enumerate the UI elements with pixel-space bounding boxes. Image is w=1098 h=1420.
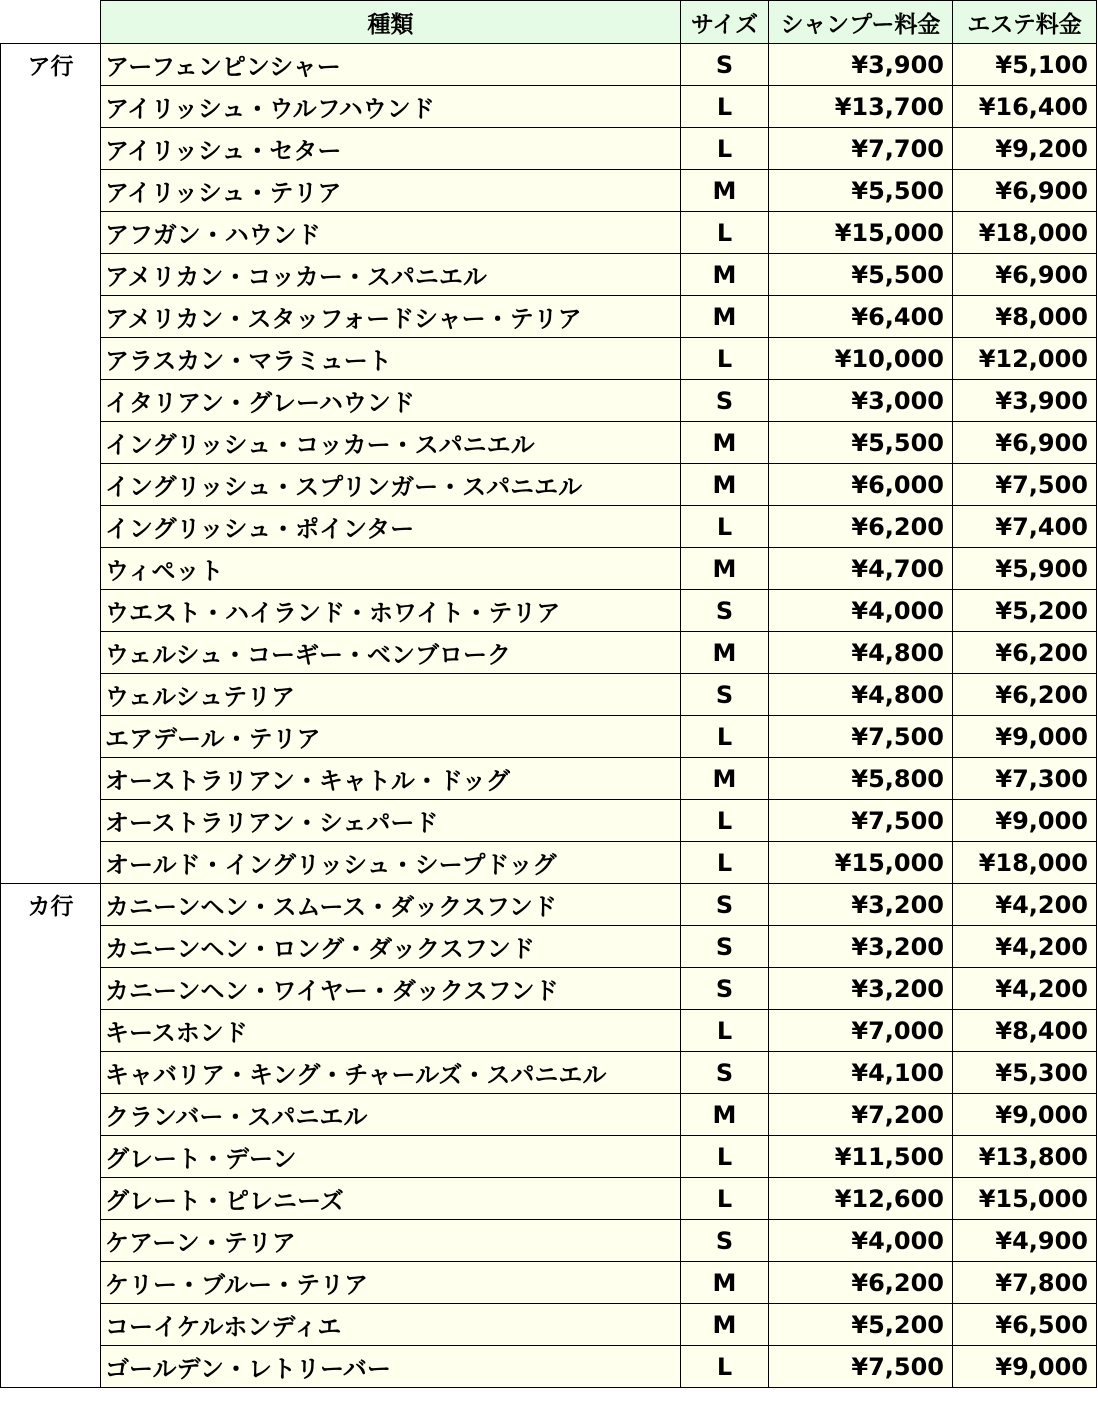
esthe-price-cell: ¥9,000 xyxy=(953,800,1097,842)
breed-name-cell: カニーンヘン・ロング・ダックスフンド xyxy=(101,926,681,968)
shampoo-price-cell: ¥7,000 xyxy=(769,1010,953,1052)
table-row xyxy=(1,1304,1097,1346)
table-row xyxy=(1,800,1097,842)
esthe-price-cell: ¥15,000 xyxy=(953,1178,1097,1220)
esthe-price-cell: ¥5,200 xyxy=(953,590,1097,632)
size-cell: S xyxy=(681,380,769,422)
table-row xyxy=(1,1346,1097,1388)
table-row xyxy=(1,842,1097,884)
group-cell xyxy=(1,800,101,842)
group-cell xyxy=(1,212,101,254)
breed-name-cell: イングリッシュ・コッカー・スパニエル xyxy=(101,422,681,464)
size-cell: M xyxy=(681,254,769,296)
size-cell: M xyxy=(681,422,769,464)
size-cell: M xyxy=(681,632,769,674)
breed-name-cell: エアデール・テリア xyxy=(101,716,681,758)
size-cell: L xyxy=(681,800,769,842)
shampoo-price-cell: ¥7,500 xyxy=(769,1346,953,1388)
esthe-price-cell: ¥12,000 xyxy=(953,338,1097,380)
shampoo-price-cell: ¥11,500 xyxy=(769,1136,953,1178)
table-row xyxy=(1,632,1097,674)
breed-name-cell: ウェルシュテリア xyxy=(101,674,681,716)
esthe-price-cell: ¥6,900 xyxy=(953,254,1097,296)
group-cell xyxy=(1,1052,101,1094)
size-cell: M xyxy=(681,170,769,212)
header-group-blank xyxy=(1,1,101,44)
breed-name-cell: ケアーン・テリア xyxy=(101,1220,681,1262)
esthe-price-cell: ¥6,200 xyxy=(953,632,1097,674)
size-cell: M xyxy=(681,758,769,800)
group-cell xyxy=(1,506,101,548)
size-cell: L xyxy=(681,338,769,380)
shampoo-price-cell: ¥5,500 xyxy=(769,422,953,464)
breed-name-cell: グレート・ピレニーズ xyxy=(101,1178,681,1220)
shampoo-price-cell: ¥5,500 xyxy=(769,170,953,212)
breed-name-cell: アーフェンピンシャー xyxy=(101,44,681,86)
breed-name-cell: ウィペット xyxy=(101,548,681,590)
group-cell xyxy=(1,464,101,506)
breed-name-cell: アイリッシュ・セター xyxy=(101,128,681,170)
esthe-price-cell: ¥5,900 xyxy=(953,548,1097,590)
size-cell: M xyxy=(681,1304,769,1346)
group-cell xyxy=(1,1304,101,1346)
esthe-price-cell: ¥8,400 xyxy=(953,1010,1097,1052)
size-cell: M xyxy=(681,296,769,338)
table-row xyxy=(1,1094,1097,1136)
shampoo-price-cell: ¥6,200 xyxy=(769,1262,953,1304)
shampoo-price-cell: ¥3,200 xyxy=(769,968,953,1010)
table-row xyxy=(1,1178,1097,1220)
table-row xyxy=(1,212,1097,254)
shampoo-price-cell: ¥5,500 xyxy=(769,254,953,296)
breed-name-cell: アメリカン・スタッフォードシャー・テリア xyxy=(101,296,681,338)
shampoo-price-cell: ¥3,200 xyxy=(769,926,953,968)
table-row xyxy=(1,254,1097,296)
group-cell xyxy=(1,590,101,632)
table-row xyxy=(1,590,1097,632)
breed-name-cell: イングリッシュ・ポインター xyxy=(101,506,681,548)
group-cell xyxy=(1,380,101,422)
group-cell xyxy=(1,254,101,296)
esthe-price-cell: ¥4,200 xyxy=(953,926,1097,968)
breed-name-cell: オーストラリアン・シェパード xyxy=(101,800,681,842)
esthe-price-cell: ¥9,000 xyxy=(953,1094,1097,1136)
header-esthe-price: エステ料金 xyxy=(953,1,1097,44)
shampoo-price-cell: ¥7,500 xyxy=(769,800,953,842)
size-cell: L xyxy=(681,128,769,170)
shampoo-price-cell: ¥12,600 xyxy=(769,1178,953,1220)
breed-name-cell: クランバー・スパニエル xyxy=(101,1094,681,1136)
table-row xyxy=(1,926,1097,968)
table-body xyxy=(1,44,1097,1388)
header-row xyxy=(1,1,1097,44)
group-cell xyxy=(1,926,101,968)
group-label: カ行 xyxy=(1,884,101,926)
header-size: サイズ xyxy=(681,1,769,44)
table-row xyxy=(1,674,1097,716)
table-row xyxy=(1,1136,1097,1178)
breed-name-cell: ゴールデン・レトリーバー xyxy=(101,1346,681,1388)
esthe-price-cell: ¥9,000 xyxy=(953,1346,1097,1388)
group-cell xyxy=(1,632,101,674)
shampoo-price-cell: ¥7,500 xyxy=(769,716,953,758)
size-cell: S xyxy=(681,1052,769,1094)
shampoo-price-cell: ¥6,200 xyxy=(769,506,953,548)
esthe-price-cell: ¥7,800 xyxy=(953,1262,1097,1304)
esthe-price-cell: ¥9,000 xyxy=(953,716,1097,758)
table-row xyxy=(1,338,1097,380)
esthe-price-cell: ¥18,000 xyxy=(953,842,1097,884)
size-cell: L xyxy=(681,716,769,758)
breed-name-cell: コーイケルホンディエ xyxy=(101,1304,681,1346)
esthe-price-cell: ¥5,300 xyxy=(953,1052,1097,1094)
shampoo-price-cell: ¥4,700 xyxy=(769,548,953,590)
shampoo-price-cell: ¥4,000 xyxy=(769,590,953,632)
esthe-price-cell: ¥4,900 xyxy=(953,1220,1097,1262)
shampoo-price-cell: ¥4,000 xyxy=(769,1220,953,1262)
esthe-price-cell: ¥9,200 xyxy=(953,128,1097,170)
esthe-price-cell: ¥5,100 xyxy=(953,44,1097,86)
header-shampoo-price: シャンプー料金 xyxy=(769,1,953,44)
table-row xyxy=(1,464,1097,506)
size-cell: S xyxy=(681,884,769,926)
table-row xyxy=(1,44,1097,86)
group-cell xyxy=(1,1010,101,1052)
shampoo-price-cell: ¥4,800 xyxy=(769,632,953,674)
shampoo-price-cell: ¥15,000 xyxy=(769,842,953,884)
esthe-price-cell: ¥6,900 xyxy=(953,170,1097,212)
table-row xyxy=(1,128,1097,170)
group-cell xyxy=(1,1136,101,1178)
shampoo-price-cell: ¥3,000 xyxy=(769,380,953,422)
size-cell: L xyxy=(681,1136,769,1178)
size-cell: L xyxy=(681,842,769,884)
group-cell xyxy=(1,716,101,758)
size-cell: S xyxy=(681,926,769,968)
breed-name-cell: ウェルシュ・コーギー・ベンブローク xyxy=(101,632,681,674)
table-row xyxy=(1,422,1097,464)
shampoo-price-cell: ¥5,800 xyxy=(769,758,953,800)
size-cell: S xyxy=(681,1220,769,1262)
group-cell xyxy=(1,338,101,380)
esthe-price-cell: ¥3,900 xyxy=(953,380,1097,422)
esthe-price-cell: ¥13,800 xyxy=(953,1136,1097,1178)
group-cell xyxy=(1,1220,101,1262)
shampoo-price-cell: ¥4,100 xyxy=(769,1052,953,1094)
size-cell: M xyxy=(681,548,769,590)
group-cell xyxy=(1,1346,101,1388)
esthe-price-cell: ¥7,400 xyxy=(953,506,1097,548)
shampoo-price-cell: ¥13,700 xyxy=(769,86,953,128)
size-cell: S xyxy=(681,590,769,632)
breed-name-cell: キャバリア・キング・チャールズ・スパニエル xyxy=(101,1052,681,1094)
table-row xyxy=(1,86,1097,128)
size-cell: M xyxy=(681,1262,769,1304)
breed-name-cell: アメリカン・コッカー・スパニエル xyxy=(101,254,681,296)
breed-name-cell: イタリアン・グレーハウンド xyxy=(101,380,681,422)
size-cell: L xyxy=(681,212,769,254)
header-breed: 種類 xyxy=(101,1,681,44)
breed-name-cell: アフガン・ハウンド xyxy=(101,212,681,254)
shampoo-price-cell: ¥4,800 xyxy=(769,674,953,716)
group-cell xyxy=(1,842,101,884)
esthe-price-cell: ¥16,400 xyxy=(953,86,1097,128)
size-cell: S xyxy=(681,44,769,86)
group-cell xyxy=(1,968,101,1010)
shampoo-price-cell: ¥3,900 xyxy=(769,44,953,86)
table-row xyxy=(1,884,1097,926)
group-cell xyxy=(1,128,101,170)
table-row xyxy=(1,1220,1097,1262)
breed-name-cell: ケリー・ブルー・テリア xyxy=(101,1262,681,1304)
group-cell xyxy=(1,296,101,338)
breed-name-cell: アイリッシュ・テリア xyxy=(101,170,681,212)
size-cell: M xyxy=(681,464,769,506)
size-cell: M xyxy=(681,1094,769,1136)
group-label: ア行 xyxy=(1,44,101,86)
esthe-price-cell: ¥4,200 xyxy=(953,968,1097,1010)
size-cell: L xyxy=(681,1010,769,1052)
breed-name-cell: キースホンド xyxy=(101,1010,681,1052)
breed-name-cell: カニーンヘン・ワイヤー・ダックスフンド xyxy=(101,968,681,1010)
shampoo-price-cell: ¥5,200 xyxy=(769,1304,953,1346)
group-cell xyxy=(1,674,101,716)
shampoo-price-cell: ¥7,200 xyxy=(769,1094,953,1136)
shampoo-price-cell: ¥3,200 xyxy=(769,884,953,926)
table-row xyxy=(1,1052,1097,1094)
breed-name-cell: イングリッシュ・スプリンガー・スパニエル xyxy=(101,464,681,506)
group-cell xyxy=(1,1094,101,1136)
table-row xyxy=(1,296,1097,338)
shampoo-price-cell: ¥15,000 xyxy=(769,212,953,254)
esthe-price-cell: ¥18,000 xyxy=(953,212,1097,254)
table-row xyxy=(1,716,1097,758)
breed-name-cell: カニーンヘン・スムース・ダックスフンド xyxy=(101,884,681,926)
esthe-price-cell: ¥6,200 xyxy=(953,674,1097,716)
breed-name-cell: アラスカン・マラミュート xyxy=(101,338,681,380)
table-row xyxy=(1,548,1097,590)
esthe-price-cell: ¥7,500 xyxy=(953,464,1097,506)
table-row xyxy=(1,170,1097,212)
size-cell: S xyxy=(681,674,769,716)
esthe-price-cell: ¥4,200 xyxy=(953,884,1097,926)
group-cell xyxy=(1,1178,101,1220)
size-cell: L xyxy=(681,86,769,128)
table-row xyxy=(1,506,1097,548)
esthe-price-cell: ¥6,900 xyxy=(953,422,1097,464)
group-cell xyxy=(1,758,101,800)
table-row xyxy=(1,380,1097,422)
shampoo-price-cell: ¥10,000 xyxy=(769,338,953,380)
breed-name-cell: オーストラリアン・キャトル・ドッグ xyxy=(101,758,681,800)
shampoo-price-cell: ¥6,000 xyxy=(769,464,953,506)
group-cell xyxy=(1,86,101,128)
esthe-price-cell: ¥6,500 xyxy=(953,1304,1097,1346)
size-cell: S xyxy=(681,968,769,1010)
breed-name-cell: グレート・デーン xyxy=(101,1136,681,1178)
esthe-price-cell: ¥7,300 xyxy=(953,758,1097,800)
breed-name-cell: オールド・イングリッシュ・シープドッグ xyxy=(101,842,681,884)
group-cell xyxy=(1,1262,101,1304)
size-cell: L xyxy=(681,1178,769,1220)
breed-name-cell: ウエスト・ハイランド・ホワイト・テリア xyxy=(101,590,681,632)
group-cell xyxy=(1,422,101,464)
breed-name-cell: アイリッシュ・ウルフハウンド xyxy=(101,86,681,128)
table-row xyxy=(1,1010,1097,1052)
table-row xyxy=(1,1262,1097,1304)
shampoo-price-cell: ¥6,400 xyxy=(769,296,953,338)
esthe-price-cell: ¥8,000 xyxy=(953,296,1097,338)
table-row xyxy=(1,968,1097,1010)
table-row xyxy=(1,758,1097,800)
size-cell: L xyxy=(681,506,769,548)
shampoo-price-cell: ¥7,700 xyxy=(769,128,953,170)
group-cell xyxy=(1,548,101,590)
size-cell: L xyxy=(681,1346,769,1388)
group-cell xyxy=(1,170,101,212)
